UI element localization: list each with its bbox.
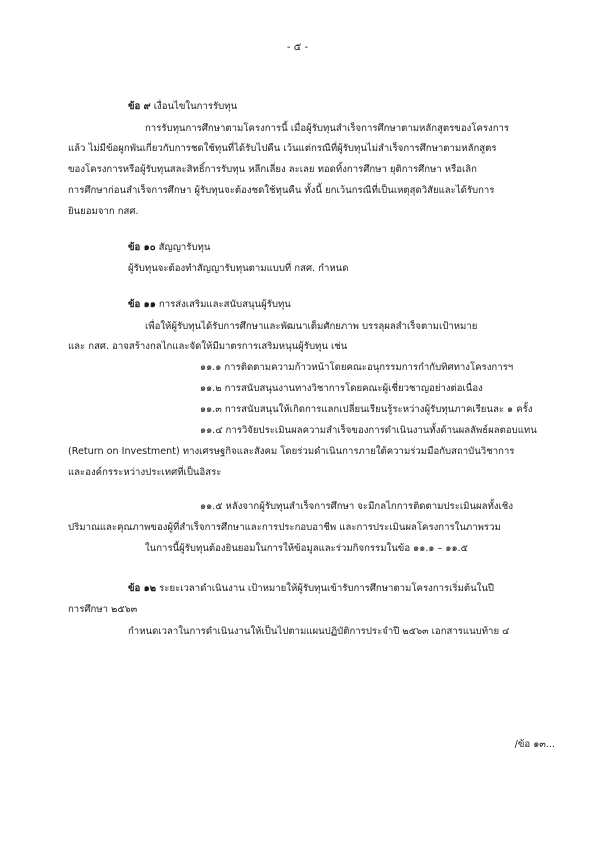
clause11-item-11-1: ๑๑.๑ การติดตามความก้าวหน้าโดยคณะอนุกรรมการกำกับทิศทางโครงการฯ — [200, 362, 514, 373]
clause12-line-1: การศึกษา ๒๕๖๓ — [68, 604, 138, 615]
clause11-heading: การส่งเสริมและสนับสนุนผู้รับทุน — [158, 299, 291, 310]
clause11-line-2: และ กสศ. อาจสร้างกลไกและจัดให้มีมาตรการเสริมหนุนผู้รับทุน เช่น — [68, 341, 348, 352]
clause9-number: ข้อ ๙ — [128, 101, 151, 112]
clause12-heading: ระยะเวลาดำเนินงาน เป้าหมายให้ผู้รับทุนเข้ารับการศึกษาตามโครงการเริ่มต้นในปี — [159, 583, 495, 594]
clause11-number: ข้อ ๑๑ — [128, 299, 156, 310]
clause12-line-2: กำหนดเวลาในการดำเนินงานให้เป็นไปตามแผนปฏิบัติการประจำปี ๒๕๖๓ เอกสารแนบท้าย ๔ — [128, 626, 510, 637]
clause11-item-11-4: ๑๑.๔ การวิจัยประเมินผลความสำเร็จของการดำเนินงานทั้งด้านผลลัพธ์ผลตอบแทน — [200, 425, 537, 436]
clause11-consent-line: ในการนี้ผู้รับทุนต้องยินยอมในการให้ข้อมูลและร่วมกิจกรรมในข้อ ๑๑.๑ – ๑๑.๕ — [145, 543, 468, 554]
clause11-item-11-3: ๑๑.๓ การสนับสนุนให้เกิดการแลกเปลี่ยนเรียนรู้ระหว่างผู้รับทุนภาคเรียนละ ๑ ครั้ง — [200, 404, 533, 415]
clause9-heading: เงื่อนไขในการรับทุน — [153, 101, 238, 112]
clause11-item-11-4-cont-2: และองค์กรระหว่างประเทศที่เป็นอิสระ — [68, 467, 222, 478]
clause10-heading-line — [128, 241, 210, 254]
clause12-heading-line — [128, 582, 494, 595]
clause11-item-11-5: ๑๑.๕ หลังจากผู้รับทุนสำเร็จการศึกษา จะมีกลไกการติดตามประเมินผลทั้งเชิง — [200, 501, 514, 512]
continuation-marker: /ข้อ ๑๓... — [514, 739, 555, 750]
clause11-heading-line — [128, 298, 291, 311]
clause11-item-11-5-cont: ปริมาณและคุณภาพของผู้ที่สำเร็จการศึกษาและการประกอบอาชีพ และการประเมินผลโครงการในภาพรวม — [68, 522, 501, 533]
clause10-heading: สัญญารับทุน — [158, 242, 211, 253]
clause9-line-3: ของโครงการหรือผู้รับทุนสละสิทธิ์การรับทุน หลีกเลี่ยง ละเลย ทอดทิ้งการศึกษา ยุติการศึกษา หรือเลิก — [68, 164, 477, 175]
clause9-line-4: การศึกษาก่อนสำเร็จการศึกษา ผู้รับทุนจะต้องชดใช้ทุนคืน ทั้งนี้ ยกเว้นกรณีที่เป็นเหตุสุดวิสัยและได้รับการ — [68, 185, 495, 196]
clause12-number: ข้อ ๑๒ — [128, 583, 157, 594]
clause11-line-1: เพื่อให้ผู้รับทุนได้รับการศึกษาและพัฒนาเต็มศักยภาพ บรรลุผลสำเร็จตามเป้าหมาย — [145, 321, 478, 332]
page-number: - ๕ - — [286, 42, 309, 53]
clause11-item-11-4-cont-1: (Return on Investment) ทางเศรษฐกิจและสังคม โดยร่วมดำเนินการภายใต้ความร่วมมือกับสถาบันวิชาการ — [68, 446, 515, 457]
clause9-line-2: แล้ว ไม่มีข้อผูกพันเกี่ยวกับการชดใช้ทุนที่ได้รับไปคืน เว้นแต่กรณีที่ผู้รับทุนไม่สำเร็จการศึกษาตามหลักสูตร — [68, 143, 497, 154]
clause9-line-1: การรับทุนการศึกษาตามโครงการนี้ เมื่อผู้รับทุนสำเร็จการศึกษาตามหลักสูตรของโครงการ — [145, 123, 510, 134]
clause11-item-11-2: ๑๑.๒ การสนับสนุนงานทางวิชาการโดยคณะผู้เชี่ยวชาญอย่างต่อเนื่อง — [200, 383, 483, 394]
clause9-line-5: ยินยอมจาก กสศ. — [68, 206, 139, 217]
clause10-line-1: ผู้รับทุนจะต้องทำสัญญารับทุนตามแบบที่ กสศ. กำหนด — [128, 263, 349, 274]
clause10-number: ข้อ ๑๐ — [128, 242, 156, 253]
clause9-heading-line — [128, 100, 237, 113]
